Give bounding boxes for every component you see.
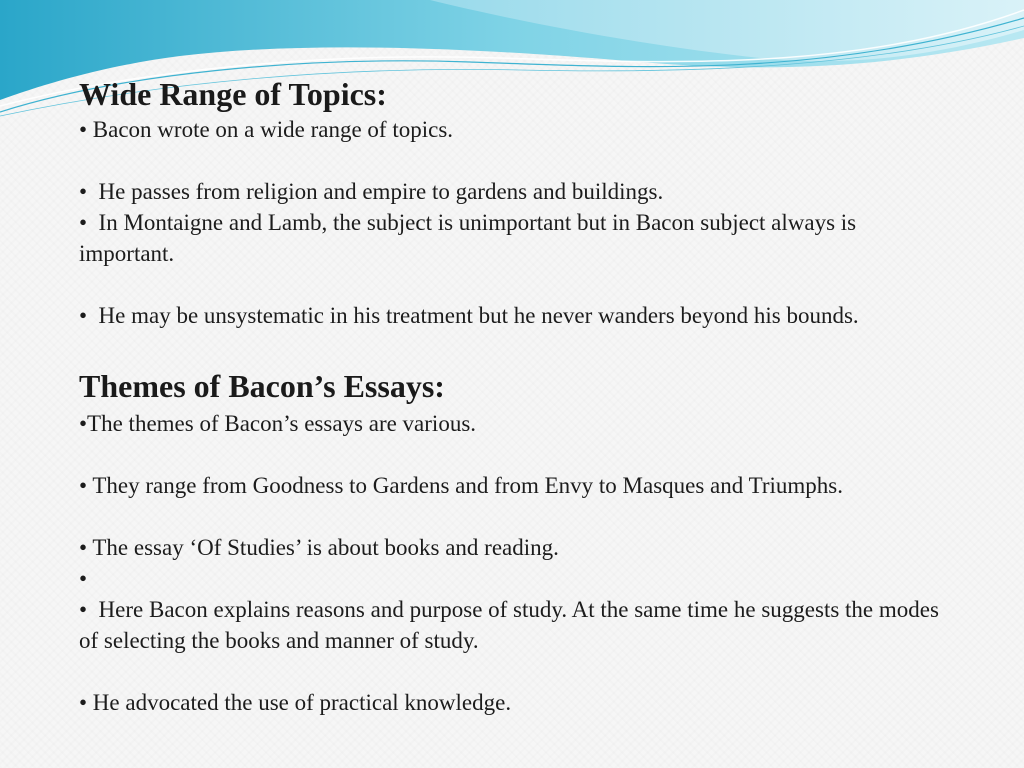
- spacer: [79, 501, 939, 532]
- spacer: [79, 439, 939, 470]
- bullet-item: •: [79, 566, 88, 591]
- bullet-item: •The themes of Bacon’s essays are various.: [79, 411, 477, 436]
- slide-content: [79, 74, 945, 718]
- spacer: [79, 269, 939, 300]
- bullet-item: • He passes from religion and empire to gardens and buildings.: [79, 179, 664, 204]
- section-heading-wide-range: Wide Range of Topics:: [79, 76, 387, 112]
- spacer: [79, 656, 939, 687]
- bullet-item: • Bacon wrote on a wide range of topics.: [79, 117, 454, 142]
- spacer: [79, 331, 939, 362]
- section-heading-themes: Themes of Bacon’s Essays:: [79, 368, 445, 404]
- spacer: [79, 145, 939, 176]
- bullet-item: • The essay ‘Of Studies’ is about books and reading.: [79, 535, 559, 560]
- bullet-item: • He may be unsystematic in his treatment but he never wanders beyond his bounds.: [79, 303, 859, 328]
- bullet-item: • He advocated the use of practical knowledge.: [79, 690, 512, 715]
- bullet-item: • They range from Goodness to Gardens and from Envy to Masques and Triumphs.: [79, 473, 843, 498]
- bullet-item: • Here Bacon explains reasons and purpose of study. At the same time he suggests the modes of selecting the books and manner of study.: [79, 597, 945, 653]
- bullet-item: • In Montaigne and Lamb, the subject is unimportant but in Bacon subject always is important.: [79, 210, 862, 266]
